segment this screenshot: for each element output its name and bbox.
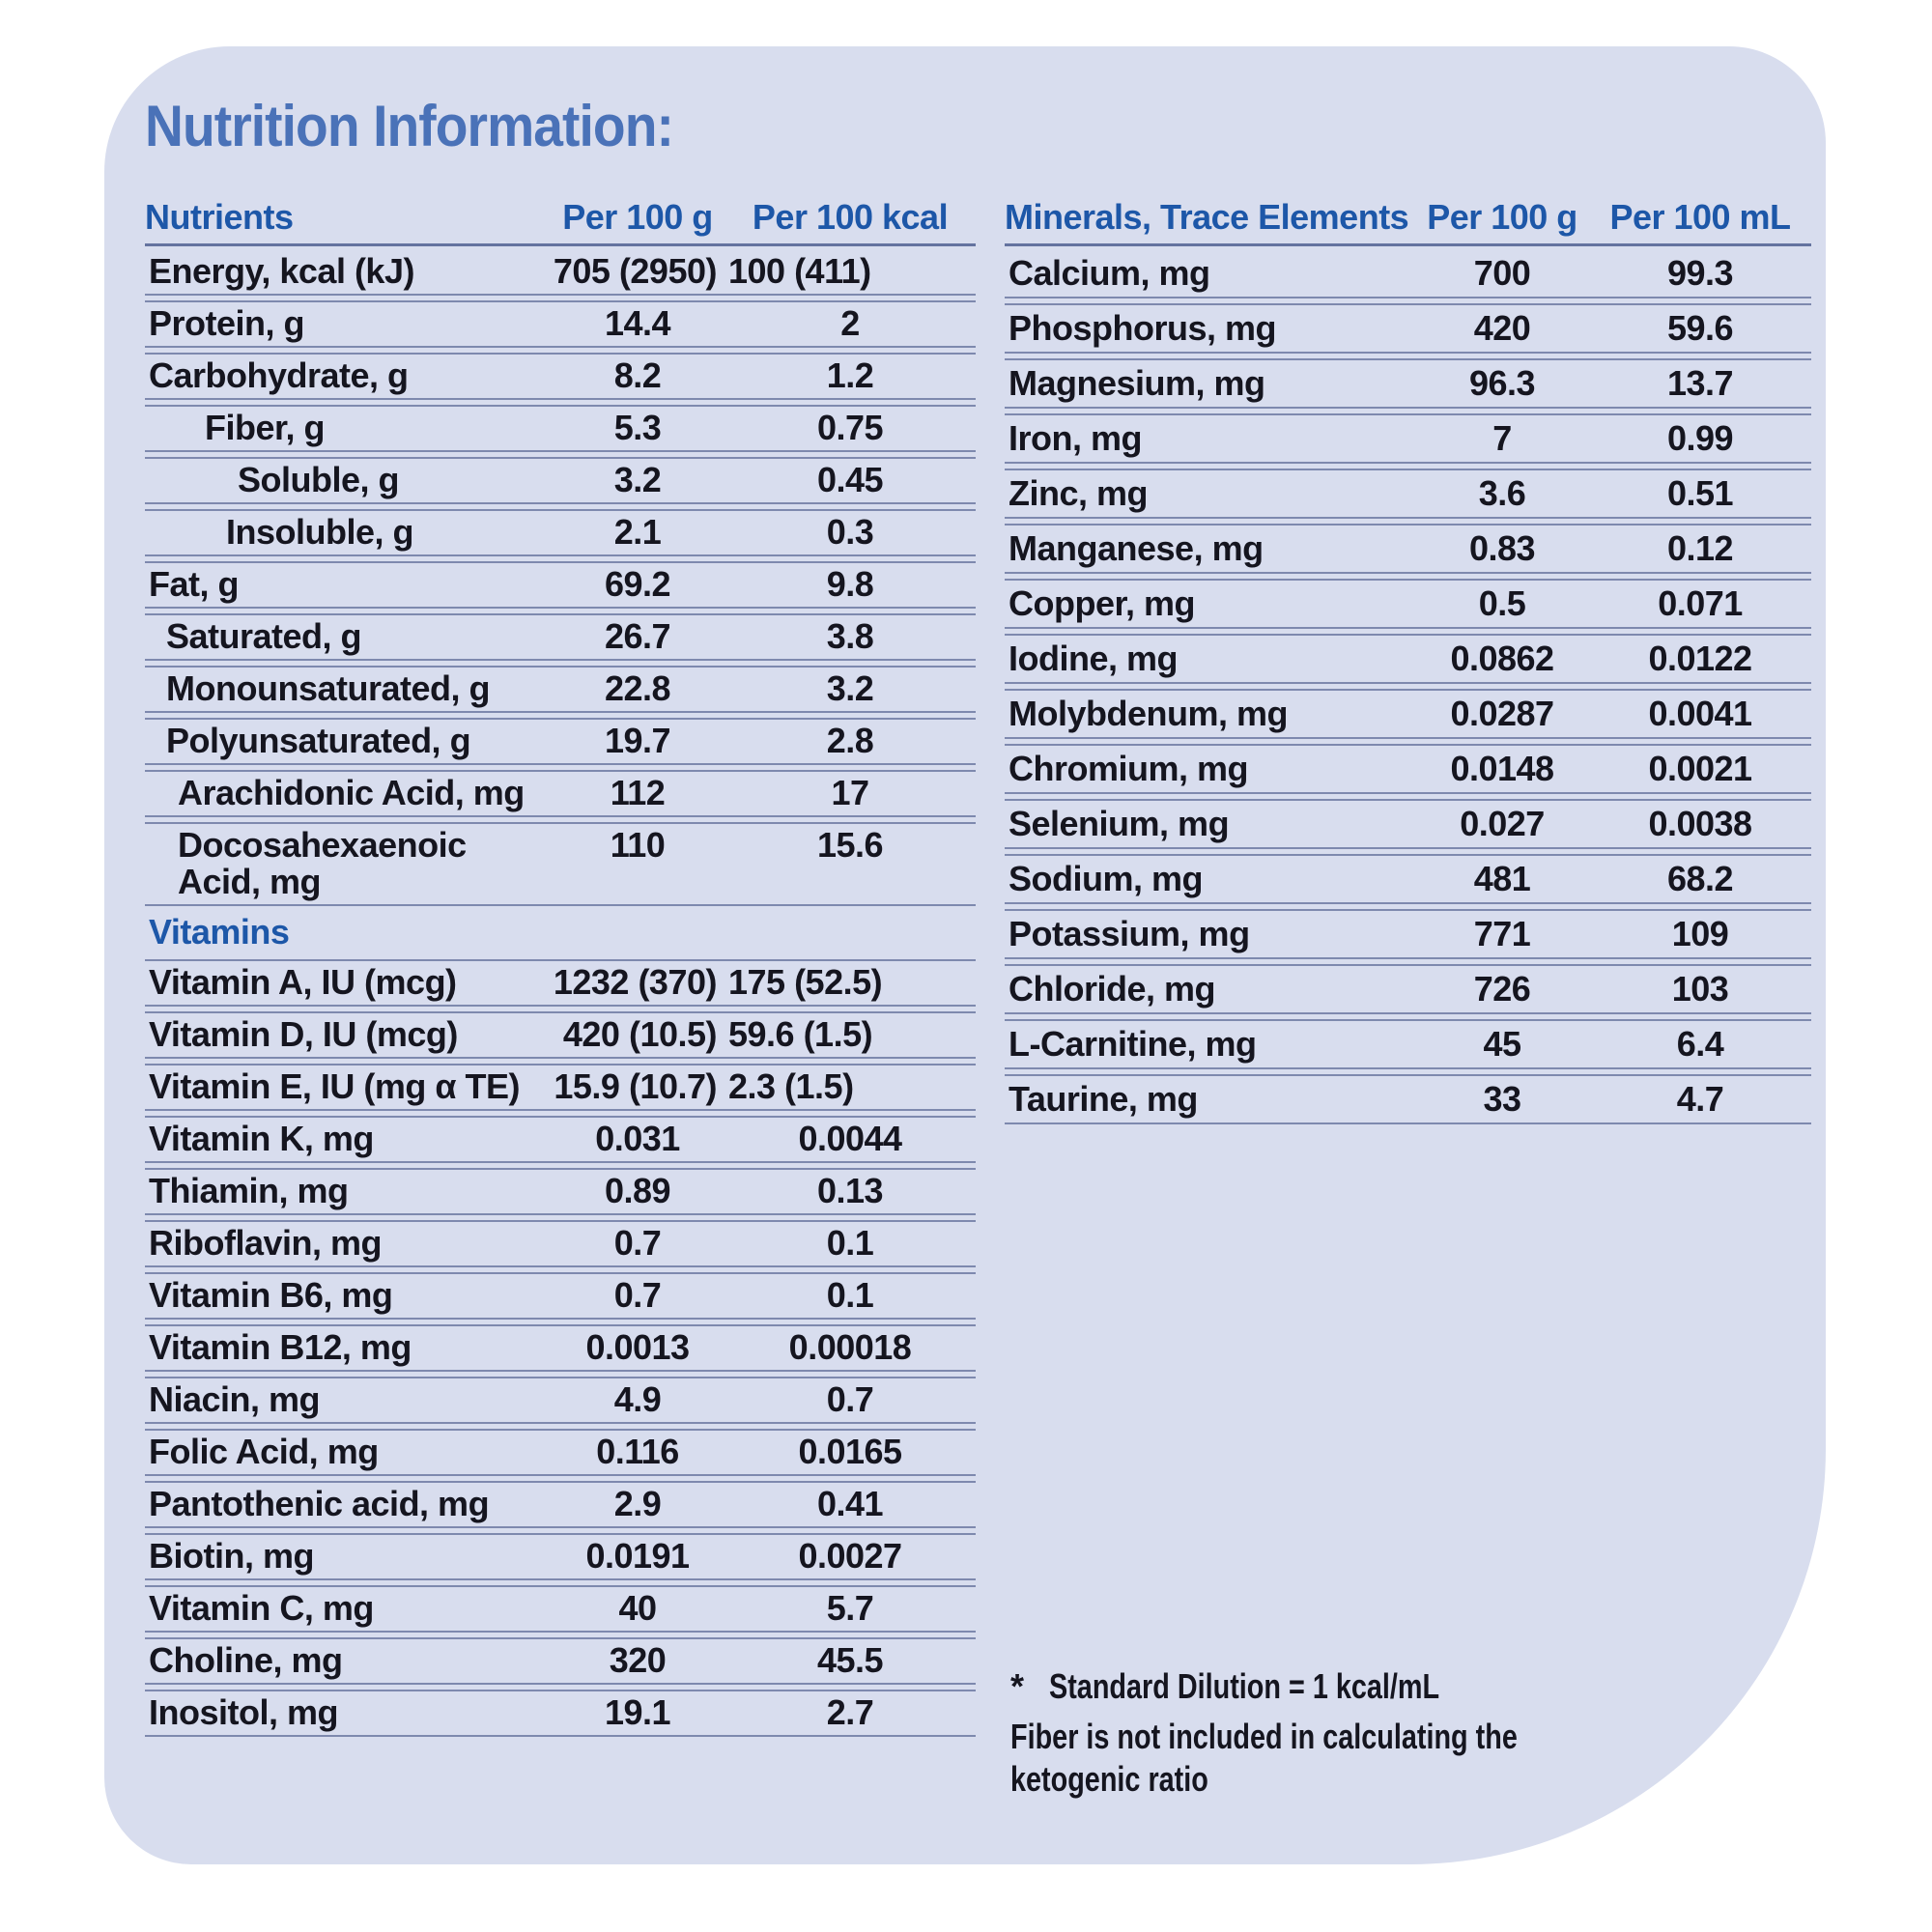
nutrient-row-fat-g [145, 561, 976, 609]
per-100g-value: 0.031 [595, 1119, 680, 1158]
per-100kcal-value: 0.41 [816, 1484, 884, 1523]
nutrient-row-molybdenum-mg [1005, 689, 1811, 739]
nutrient-label: Polyunsaturated, g [166, 721, 471, 760]
nutrient-label: Inositol, mg [149, 1692, 338, 1732]
per-100g-value: 0.116 [596, 1432, 679, 1471]
nutrient-row-thiamin-mg [145, 1168, 976, 1215]
per-100g-value: 0.83 [1468, 528, 1536, 568]
per-100kcal-value: 0.3 [826, 512, 874, 552]
nutrient-label: Docosahexaenoic Acid, mg [178, 825, 467, 901]
per-100ml-value: 0.0021 [1648, 749, 1752, 788]
per-100kcal-value: 1.2 [826, 355, 874, 395]
header-row [1005, 199, 1811, 246]
nutrient-row-calcium-mg [1005, 250, 1811, 298]
per-100g-value: 0.0191 [585, 1536, 690, 1576]
nutrient-row-carbohydrate-g [145, 353, 976, 400]
nutrient-row-iron-mg [1005, 413, 1811, 464]
nutrient-row-vitamin-b12-mg [145, 1324, 976, 1372]
per-100g-value: 1232 (370) [553, 962, 717, 1002]
nutrient-row-copper-mg [1005, 579, 1811, 629]
nutrient-row-arachidonic-acid-mg [145, 770, 976, 817]
per-100ml-value: 0.51 [1666, 473, 1734, 513]
nutrient-label: Monounsaturated, g [166, 668, 490, 708]
per-100kcal-value: 2 [840, 303, 860, 343]
nutrient-label: Fat, g [149, 564, 239, 604]
per-100ml-value: 109 [1671, 914, 1729, 953]
nutrient-label: Vitamin K, mg [149, 1119, 374, 1158]
per-100kcal-value: 0.13 [816, 1171, 884, 1210]
nutrient-row-docosahexaenoic-acid-mg [145, 822, 976, 906]
per-100g-value: 2.9 [613, 1484, 662, 1523]
per-100g-value: 96.3 [1468, 363, 1536, 403]
nutrient-label: Vitamin C, mg [149, 1588, 374, 1628]
per-100ml-value: 103 [1671, 969, 1729, 1009]
per-100g-value: 700 [1473, 253, 1531, 293]
per-100g-value: 771 [1473, 914, 1531, 953]
column-header-nutrients: Nutrients [145, 197, 294, 237]
per-100kcal-value: 0.0165 [798, 1432, 902, 1471]
per-100kcal-value: 5.7 [826, 1588, 874, 1628]
per-100g-value: 19.7 [604, 721, 671, 760]
nutrient-label: Chromium, mg [1009, 749, 1249, 788]
nutrient-label: Choline, mg [149, 1640, 343, 1680]
nutrient-row-folic-acid-mg [145, 1429, 976, 1476]
per-100g-value: 0.89 [604, 1171, 671, 1210]
per-100ml-value: 99.3 [1666, 253, 1734, 293]
per-100kcal-value: 175 (52.5) [728, 962, 883, 1002]
nutrient-row-riboflavin-mg [145, 1220, 976, 1267]
per-100ml-value: 68.2 [1666, 859, 1734, 898]
per-100kcal-value: 0.7 [826, 1379, 874, 1419]
nutrient-row-iodine-mg [1005, 634, 1811, 684]
nutrient-label: Zinc, mg [1009, 473, 1149, 513]
nutrient-label: Manganese, mg [1009, 528, 1264, 568]
per-100ml-value: 0.99 [1666, 418, 1734, 458]
nutrient-row-chloride-mg [1005, 964, 1811, 1014]
nutrient-row-magnesium-mg [1005, 358, 1811, 409]
per-100g-value: 7 [1492, 418, 1512, 458]
per-100g-value: 0.5 [1478, 583, 1526, 623]
per-100kcal-value: 0.45 [816, 460, 884, 499]
nutrient-row-taurine-mg [1005, 1074, 1811, 1124]
per-100g-value: 320 [609, 1640, 667, 1680]
per-100g-value: 420 (10.5) [562, 1014, 717, 1054]
nutrient-label: Iron, mg [1009, 418, 1142, 458]
per-100g-value: 3.2 [613, 460, 662, 499]
per-100ml-value: 0.071 [1658, 583, 1743, 623]
nutrient-label: Vitamin D, IU (mcg) [149, 1014, 458, 1054]
per-100g-value: 726 [1473, 969, 1531, 1009]
nutrient-label: Protein, g [149, 303, 305, 343]
nutrient-label: Vitamin A, IU (mcg) [149, 962, 457, 1002]
per-100kcal-value: 0.0027 [798, 1536, 902, 1576]
nutrient-label: Niacin, mg [149, 1379, 321, 1419]
nutrient-row-vitamin-b6-mg [145, 1272, 976, 1320]
nutrients-table [145, 199, 976, 1801]
asterisk-marker: * [1010, 1666, 1025, 1706]
per-100kcal-value: 2.8 [826, 721, 874, 760]
nutrient-label: Taurine, mg [1009, 1079, 1198, 1119]
per-100g-value: 110 [610, 825, 666, 865]
per-100ml-value: 59.6 [1666, 308, 1734, 348]
nutrient-row-l-carnitine-mg [1005, 1019, 1811, 1069]
nutrient-row-vitamin-a-iu-mcg [145, 959, 976, 1007]
nutrient-row-fiber-g [145, 405, 976, 452]
nutrient-row-zinc-mg [1005, 469, 1811, 519]
per-100g-value: 481 [1473, 859, 1531, 898]
per-100kcal-value: 15.6 [816, 825, 884, 865]
nutrient-row-selenium-mg [1005, 799, 1811, 849]
nutrient-label: Calcium, mg [1009, 253, 1210, 293]
nutrient-label: Chloride, mg [1009, 969, 1216, 1009]
per-100g-value: 4.9 [613, 1379, 662, 1419]
per-100g-value: 0.0148 [1450, 749, 1554, 788]
column-header-per-100-g: Per 100 g [562, 197, 713, 237]
nutrient-label: Vitamin B6, mg [149, 1275, 393, 1315]
header-row [145, 199, 976, 246]
nutrient-row-monounsaturated-g [145, 666, 976, 713]
per-100ml-value: 0.0122 [1648, 639, 1752, 678]
per-100g-value: 14.4 [604, 303, 671, 343]
per-100g-value: 26.7 [604, 616, 671, 656]
nutrient-row-vitamin-e-iu-mg-te [145, 1064, 976, 1111]
nutrient-label: Biotin, mg [149, 1536, 314, 1576]
footnote-standard-dilution [1010, 1665, 1811, 1708]
per-100g-value: 40 [618, 1588, 657, 1628]
nutrient-label: Fiber, g [205, 408, 326, 447]
footnote-fiber-text: Fiber is not included in calculating the ketogenic ratio [1010, 1717, 1518, 1799]
nutrient-row-manganese-mg [1005, 524, 1811, 574]
nutrient-label: Vitamin B12, mg [149, 1327, 412, 1367]
per-100ml-value: 0.0041 [1648, 694, 1752, 733]
nutrient-row-energy-kcal-kj [145, 250, 976, 296]
nutrient-label: Energy, kcal (kJ) [149, 251, 414, 291]
right-column [1005, 199, 1811, 1801]
nutrient-label: Vitamin E, IU (mg α TE) [149, 1066, 521, 1106]
per-100kcal-value: 45.5 [816, 1640, 884, 1680]
nutrient-label: Saturated, g [166, 616, 362, 656]
nutrient-label: Pantothenic acid, mg [149, 1484, 490, 1523]
section-title: Vitamins [149, 912, 290, 952]
nutrient-label: Folic Acid, mg [149, 1432, 379, 1471]
nutrient-row-vitamin-k-mg [145, 1116, 976, 1163]
per-100g-value: 0.0013 [585, 1327, 690, 1367]
nutrient-row-vitamin-d-iu-mcg [145, 1011, 976, 1059]
nutrient-row-vitamin-c-mg [145, 1585, 976, 1633]
nutrient-row-inositol-mg [145, 1690, 976, 1737]
per-100kcal-value: 2.7 [826, 1692, 874, 1732]
per-100g-value: 705 (2950) [553, 251, 717, 291]
per-100kcal-value: 3.2 [826, 668, 874, 708]
nutrient-label: Sodium, mg [1009, 859, 1203, 898]
per-100ml-value: 0.12 [1666, 528, 1734, 568]
nutrient-row-potassium-mg [1005, 909, 1811, 959]
per-100g-value: 112 [610, 773, 666, 812]
per-100g-value: 33 [1483, 1079, 1521, 1119]
column-header-per-100-g: Per 100 g [1427, 197, 1577, 237]
per-100g-value: 8.2 [613, 355, 662, 395]
nutrient-row-choline-mg [145, 1637, 976, 1685]
nutrient-row-protein-g [145, 300, 976, 348]
per-100kcal-value: 17 [831, 773, 869, 812]
nutrient-label: Thiamin, mg [149, 1171, 349, 1210]
per-100kcal-value: 9.8 [826, 564, 874, 604]
per-100ml-value: 0.0038 [1648, 804, 1752, 843]
nutrient-label: Insoluble, g [226, 512, 414, 552]
nutrient-label: Phosphorus, mg [1009, 308, 1277, 348]
per-100g-value: 0.0287 [1450, 694, 1554, 733]
column-header-per-100-ml: Per 100 mL [1609, 197, 1791, 237]
per-100g-value: 5.3 [613, 408, 662, 447]
page-title: Nutrition Information: [145, 94, 673, 158]
column-header-minerals-trace-elements: Minerals, Trace Elements [1005, 197, 1409, 237]
per-100g-value: 0.7 [613, 1275, 662, 1315]
nutrient-row-sodium-mg [1005, 854, 1811, 904]
footnote-standard-dilution-text: Standard Dilution = 1 kcal/mL [1049, 1666, 1440, 1706]
nutrient-label: Riboflavin, mg [149, 1223, 383, 1263]
nutrient-label: Copper, mg [1009, 583, 1196, 623]
nutrition-panel [104, 46, 1826, 1864]
minerals-table [1005, 199, 1811, 1124]
per-100kcal-value: 100 (411) [728, 251, 871, 291]
nutrient-row-polyunsaturated-g [145, 718, 976, 765]
nutrient-label: Potassium, mg [1009, 914, 1250, 953]
per-100g-value: 19.1 [604, 1692, 671, 1732]
per-100ml-value: 13.7 [1666, 363, 1734, 403]
nutrient-row-insoluble-g [145, 509, 976, 556]
footnotes [1005, 1665, 1811, 1801]
section-header-vitamins [145, 911, 976, 954]
per-100g-value: 0.7 [613, 1223, 662, 1263]
per-100g-value: 2.1 [613, 512, 662, 552]
per-100kcal-value: 59.6 (1.5) [728, 1014, 873, 1054]
per-100kcal-value: 0.75 [816, 408, 884, 447]
per-100g-value: 15.9 (10.7) [554, 1066, 717, 1106]
nutrient-label: Carbohydrate, g [149, 355, 409, 395]
per-100g-value: 45 [1483, 1024, 1521, 1064]
per-100kcal-value: 3.8 [826, 616, 874, 656]
per-100kcal-value: 0.1 [826, 1275, 874, 1315]
nutrient-label: Iodine, mg [1009, 639, 1178, 678]
nutrient-row-chromium-mg [1005, 744, 1811, 794]
nutrient-row-soluble-g [145, 457, 976, 504]
per-100g-value: 22.8 [604, 668, 671, 708]
nutrient-label: Arachidonic Acid, mg [178, 773, 525, 812]
nutrient-label: L-Carnitine, mg [1009, 1024, 1257, 1064]
nutrient-row-phosphorus-mg [1005, 303, 1811, 354]
per-100g-value: 0.027 [1460, 804, 1545, 843]
per-100kcal-value: 0.1 [826, 1223, 874, 1263]
nutrient-label: Selenium, mg [1009, 804, 1230, 843]
nutrient-row-biotin-mg [145, 1533, 976, 1580]
per-100kcal-value: 0.0044 [798, 1119, 902, 1158]
per-100kcal-value: 2.3 (1.5) [728, 1066, 854, 1106]
per-100kcal-value: 0.00018 [788, 1327, 912, 1367]
per-100ml-value: 6.4 [1676, 1024, 1724, 1064]
per-100g-value: 420 [1473, 308, 1531, 348]
nutrient-row-saturated-g [145, 613, 976, 661]
nutrient-label: Soluble, g [238, 460, 400, 499]
per-100g-value: 3.6 [1478, 473, 1526, 513]
per-100ml-value: 4.7 [1676, 1079, 1724, 1119]
per-100g-value: 0.0862 [1450, 639, 1554, 678]
column-header-per-100-kcal: Per 100 kcal [752, 197, 949, 237]
nutrient-row-niacin-mg [145, 1377, 976, 1424]
nutrient-label: Magnesium, mg [1009, 363, 1265, 403]
nutrient-label: Molybdenum, mg [1009, 694, 1288, 733]
table-columns [145, 199, 1826, 1801]
nutrient-row-pantothenic-acid-mg [145, 1481, 976, 1528]
per-100g-value: 69.2 [604, 564, 671, 604]
